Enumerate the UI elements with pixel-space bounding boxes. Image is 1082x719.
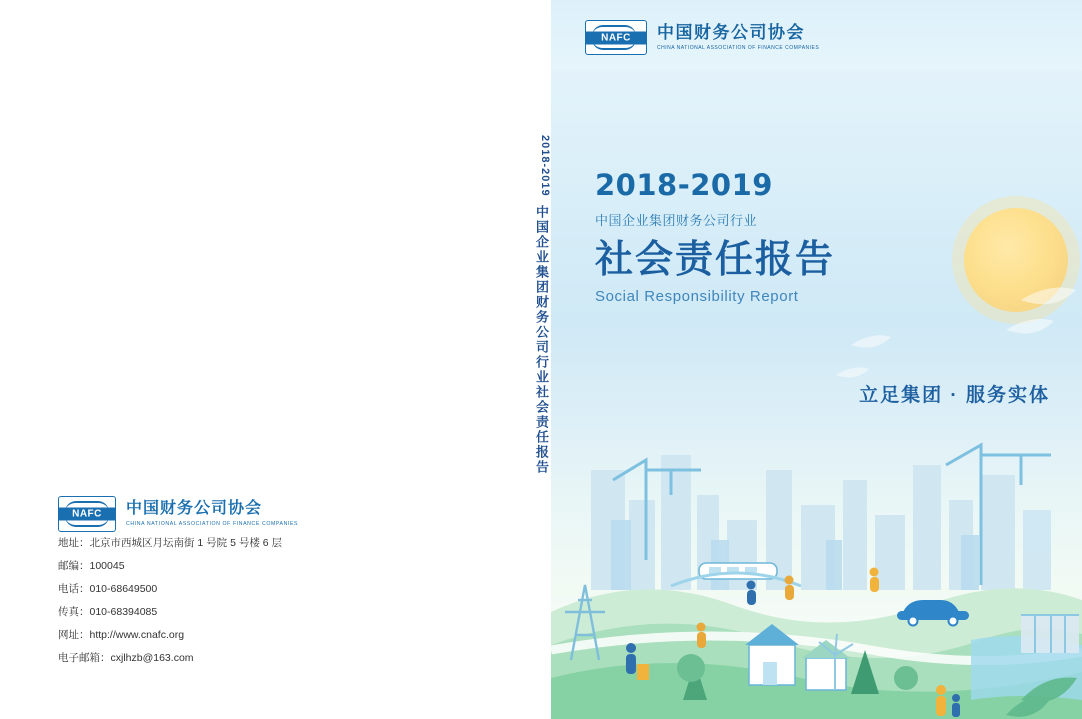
nafc-logo-text-front: NAFC — [586, 31, 646, 44]
spine-title: 中国企业集团财务公司行业社会责任报告 — [534, 205, 549, 475]
contact-block — [58, 538, 488, 676]
back-cover-org-name-cn: 中国财务公司协会 — [126, 500, 263, 518]
contact-website: 网址：http://www.cnafc.org — [58, 629, 185, 642]
contact-phone: 电话：010-68649500 — [58, 583, 158, 596]
contact-fax: 传真：010-68394085 — [58, 606, 158, 619]
contact-email: 电子邮箱：cxjlhzb@163.com — [58, 652, 194, 665]
back-cover-org-name-en: CHINA NATIONAL ASSOCIATION OF FINANCE COMPANIES — [126, 520, 299, 527]
front-cover — [551, 0, 1082, 719]
cover-illustration — [551, 0, 1082, 719]
nafc-logo-mark — [58, 496, 116, 532]
nafc-logo-text: NAFC — [59, 508, 115, 521]
back-cover-logo — [58, 496, 298, 532]
spine — [523, 0, 551, 719]
cover-slogan: 立足集团 · 服务实体 — [859, 385, 1050, 406]
nafc-logo-mark-front — [585, 20, 647, 55]
front-cover-org-name-en: CHINA NATIONAL ASSOCIATION OF FINANCE COMPANIES — [657, 44, 820, 51]
contact-postcode: 邮编：100045 — [58, 560, 125, 573]
cover-title-block — [595, 168, 835, 305]
cover-subtitle: 中国企业集团财务公司行业 — [595, 213, 758, 228]
front-cover-org-name-cn: 中国财务公司协会 — [657, 22, 805, 42]
spine-year: 2018-2019 — [539, 135, 551, 197]
cover-year: 2018-2019 — [595, 168, 773, 202]
front-cover-logo — [585, 20, 819, 55]
contact-address: 地址：北京市西城区月坛南街 1 号院 5 号楼 6 层 — [58, 537, 283, 549]
cover-title-en: Social Responsibility Report — [595, 287, 799, 305]
cover-title-cn: 社会责任报告 — [595, 239, 836, 281]
back-cover-logo-text — [126, 500, 298, 527]
front-cover-logo-text — [657, 24, 819, 51]
